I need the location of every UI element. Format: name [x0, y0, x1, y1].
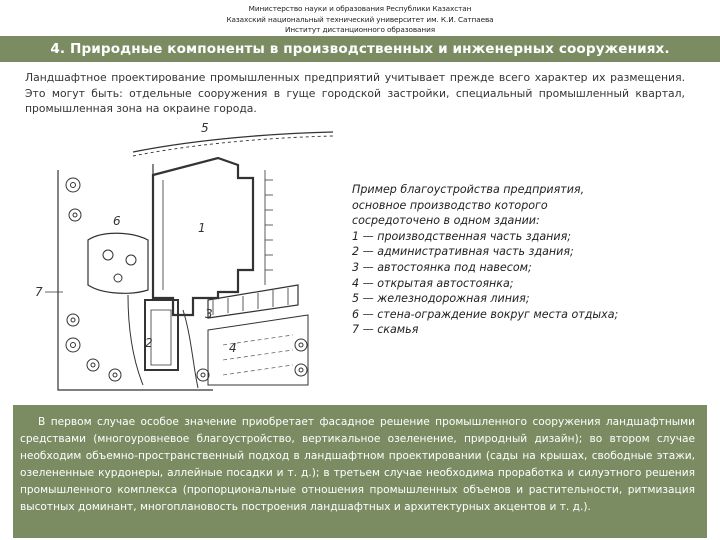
- plan-label-7: 7: [35, 285, 43, 299]
- caption-line: сосредоточено в одном здании:: [352, 214, 540, 228]
- caption-line: 4 — открытая автостоянка;: [352, 276, 514, 290]
- header-university: Казахский национальный технический университет им. К.И. Сатпаева: [226, 14, 494, 24]
- plan-label-4: 4: [229, 341, 237, 355]
- caption-line: 3 — автостоянка под навесом;: [352, 260, 532, 274]
- caption-line: 5 — железнодорожная линия;: [352, 292, 530, 306]
- caption-line: 2 — административная часть здания;: [352, 245, 574, 259]
- plan-label-1: 1: [198, 221, 206, 235]
- section-title: 4. Природные компоненты в производственных и инженерных сооружениях.: [0, 36, 720, 62]
- intro-paragraph: Ландшафтное проектирование промышленных предприятий учитывает прежде всего характер их размещения. Это могут быть: отдельные сооружения в гуще городской застройки, специальный промышленный квартал, промышленная зона на окраине города.: [25, 71, 685, 115]
- caption-line: 1 — производственная часть здания;: [352, 229, 572, 243]
- figure-caption: [352, 182, 692, 338]
- plan-label-2: 2: [145, 336, 153, 350]
- caption-line: основное производство которого: [352, 198, 548, 212]
- caption-line: 6 — стена-ограждение вокруг места отдыха;: [352, 307, 619, 321]
- header-ministry: Министерство науки и образования Республики Казахстан: [248, 4, 472, 13]
- header-institute: Институт дистанционного образования: [284, 25, 436, 34]
- caption-line: 7 — скамья: [352, 323, 419, 337]
- caption-line: Пример благоустройства предприятия,: [352, 183, 585, 196]
- plan-label-6: 6: [113, 214, 121, 228]
- site-plan-drawing: [33, 120, 353, 405]
- header: [0, 0, 720, 36]
- plan-label-5: 5: [201, 121, 209, 135]
- plan-label-3: 3: [205, 307, 213, 321]
- body-paragraph: В первом случае особое значение приобретает фасадное решение промышленного сооружения ландшафтными средствами (многоуровневое благоустройство, вертикальное озеленение, природный дизайн); во втором случае необходим объемно-пространственный подход в ландшафтном проектировании (сады на крышах, свободные этажи, озелененные курдонеры, аллейные посадки и т. д.); в третьем случае необходима проработка и силуэтного решения промышленного комплекса (пропорциональные отношения промышленных объемов и растительности, ритмизация высотных доминант, многоплановость построения ландшафтных и архитектурных акцентов и т. д.).: [20, 416, 695, 513]
